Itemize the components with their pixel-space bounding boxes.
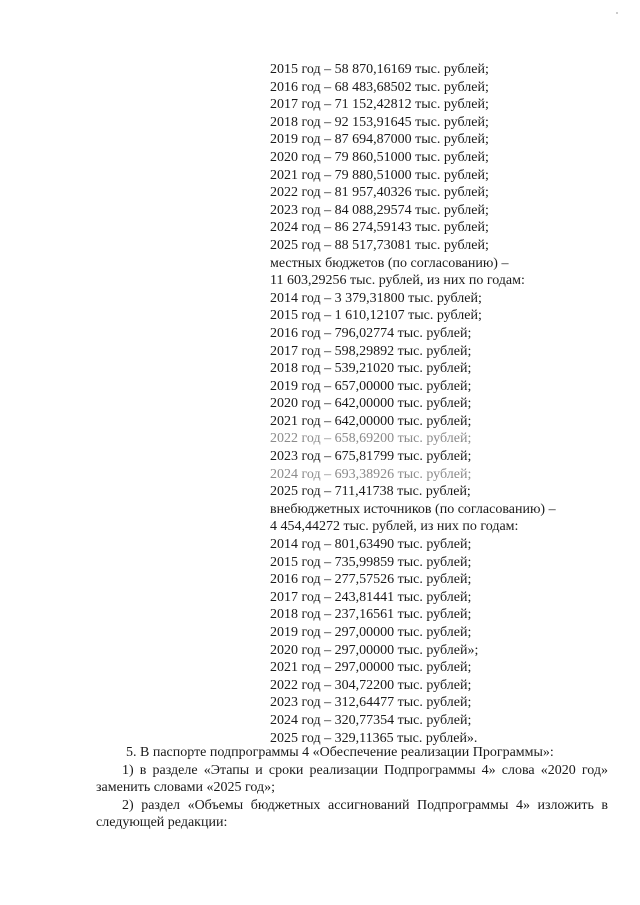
list-item: 2016 год – 277,57526 тыс. рублей; (270, 572, 472, 588)
list-item: 2023 год – 84 088,29574 тыс. рублей; (270, 202, 489, 218)
funding-list (270, 61, 630, 747)
list-item: 2020 год – 79 860,51000 тыс. рублей; (270, 149, 489, 165)
list-item: 2020 год – 297,00000 тыс. рублей»; (270, 642, 479, 658)
list-item: 2016 год – 796,02774 тыс. рублей; (270, 325, 472, 341)
list-item: 2018 год – 92 153,91645 тыс. рублей; (270, 114, 489, 130)
list-item: 2019 год – 657,00000 тыс. рублей; (270, 378, 472, 394)
list-item: 2019 год – 297,00000 тыс. рублей; (270, 625, 472, 640)
list-item: 2022 год – 304,72200 тыс. рублей; (270, 677, 472, 693)
list-item: 2022 год – 81 957,40326 тыс. рублей; (270, 185, 489, 201)
list-item: 2020 год – 642,00000 тыс. рублей; (270, 396, 472, 412)
section-total-extrabudgetary: 4 454,44272 тыс. рублей, из них по годам: (270, 519, 519, 535)
list-item: 2015 год – 1 610,12107 тыс. рублей; (270, 308, 482, 324)
list-item: 2025 год – 329,11365 тыс. рублей». (270, 730, 478, 746)
list-item: 2018 год – 539,21020 тыс. рублей; (270, 361, 472, 377)
list-item: 2015 год – 58 870,16169 тыс. рублей; (270, 62, 489, 77)
list-item: 2018 год – 237,16561 тыс. рублей; (270, 607, 472, 623)
list-item: 2023 год – 675,81799 тыс. рублей; (270, 449, 472, 465)
list-item: 2014 год – 801,63490 тыс. рублей; (270, 537, 472, 553)
list-item: 2022 год – 658,69200 тыс. рублей; (270, 431, 472, 447)
list-item: 2024 год – 320,77354 тыс. рублей; (270, 712, 472, 728)
amendment-text (96, 744, 608, 832)
list-item: 2024 год – 693,38926 тыс. рублей; (270, 466, 472, 482)
item-heading: 5. В паспорте подпрограммы 4 «Обеспечение реализации Программы»: (126, 745, 554, 760)
list-item: 2017 год – 71 152,42812 тыс. рублей; (270, 97, 489, 113)
list-item: 2021 год – 297,00000 тыс. рублей; (270, 660, 472, 676)
list-item: 2015 год – 735,99859 тыс. рублей; (270, 554, 472, 570)
paragraph: 1) в разделе «Этапы и сроки реализации Подпрограммы 4» слова «2020 год» заменить словами «2025 год»; (96, 762, 608, 796)
list-item: 2025 год – 88 517,73081 тыс. рублей; (270, 237, 489, 253)
paragraph: 2) раздел «Объемы бюджетных ассигнований Подпрограммы 4» изложить в следующей редакции: (96, 797, 608, 831)
section-label-local-budgets: местных бюджетов (по согласованию) – (270, 255, 509, 271)
list-item: 2017 год – 598,29892 тыс. рублей; (270, 343, 472, 359)
list-item: 2017 год – 243,81441 тыс. рублей; (270, 589, 472, 605)
section-label-extrabudgetary: внебюджетных источников (по согласованию) – (270, 501, 556, 517)
list-item: 2021 год – 642,00000 тыс. рублей; (270, 413, 472, 429)
section-total-local-budgets: 11 603,29256 тыс. рублей, из них по годам: (270, 273, 525, 289)
list-item: 2016 год – 68 483,68502 тыс. рублей; (270, 79, 489, 95)
list-item: 2024 год – 86 274,59143 тыс. рублей; (270, 220, 489, 236)
scan-speck (616, 12, 618, 14)
list-item: 2025 год – 711,41738 тыс. рублей; (270, 484, 471, 500)
list-item: 2023 год – 312,64477 тыс. рублей; (270, 695, 472, 711)
list-item: 2021 год – 79 880,51000 тыс. рублей; (270, 167, 489, 183)
list-item: 2019 год – 87 694,87000 тыс. рублей; (270, 132, 489, 148)
list-item: 2014 год – 3 379,31800 тыс. рублей; (270, 290, 482, 306)
